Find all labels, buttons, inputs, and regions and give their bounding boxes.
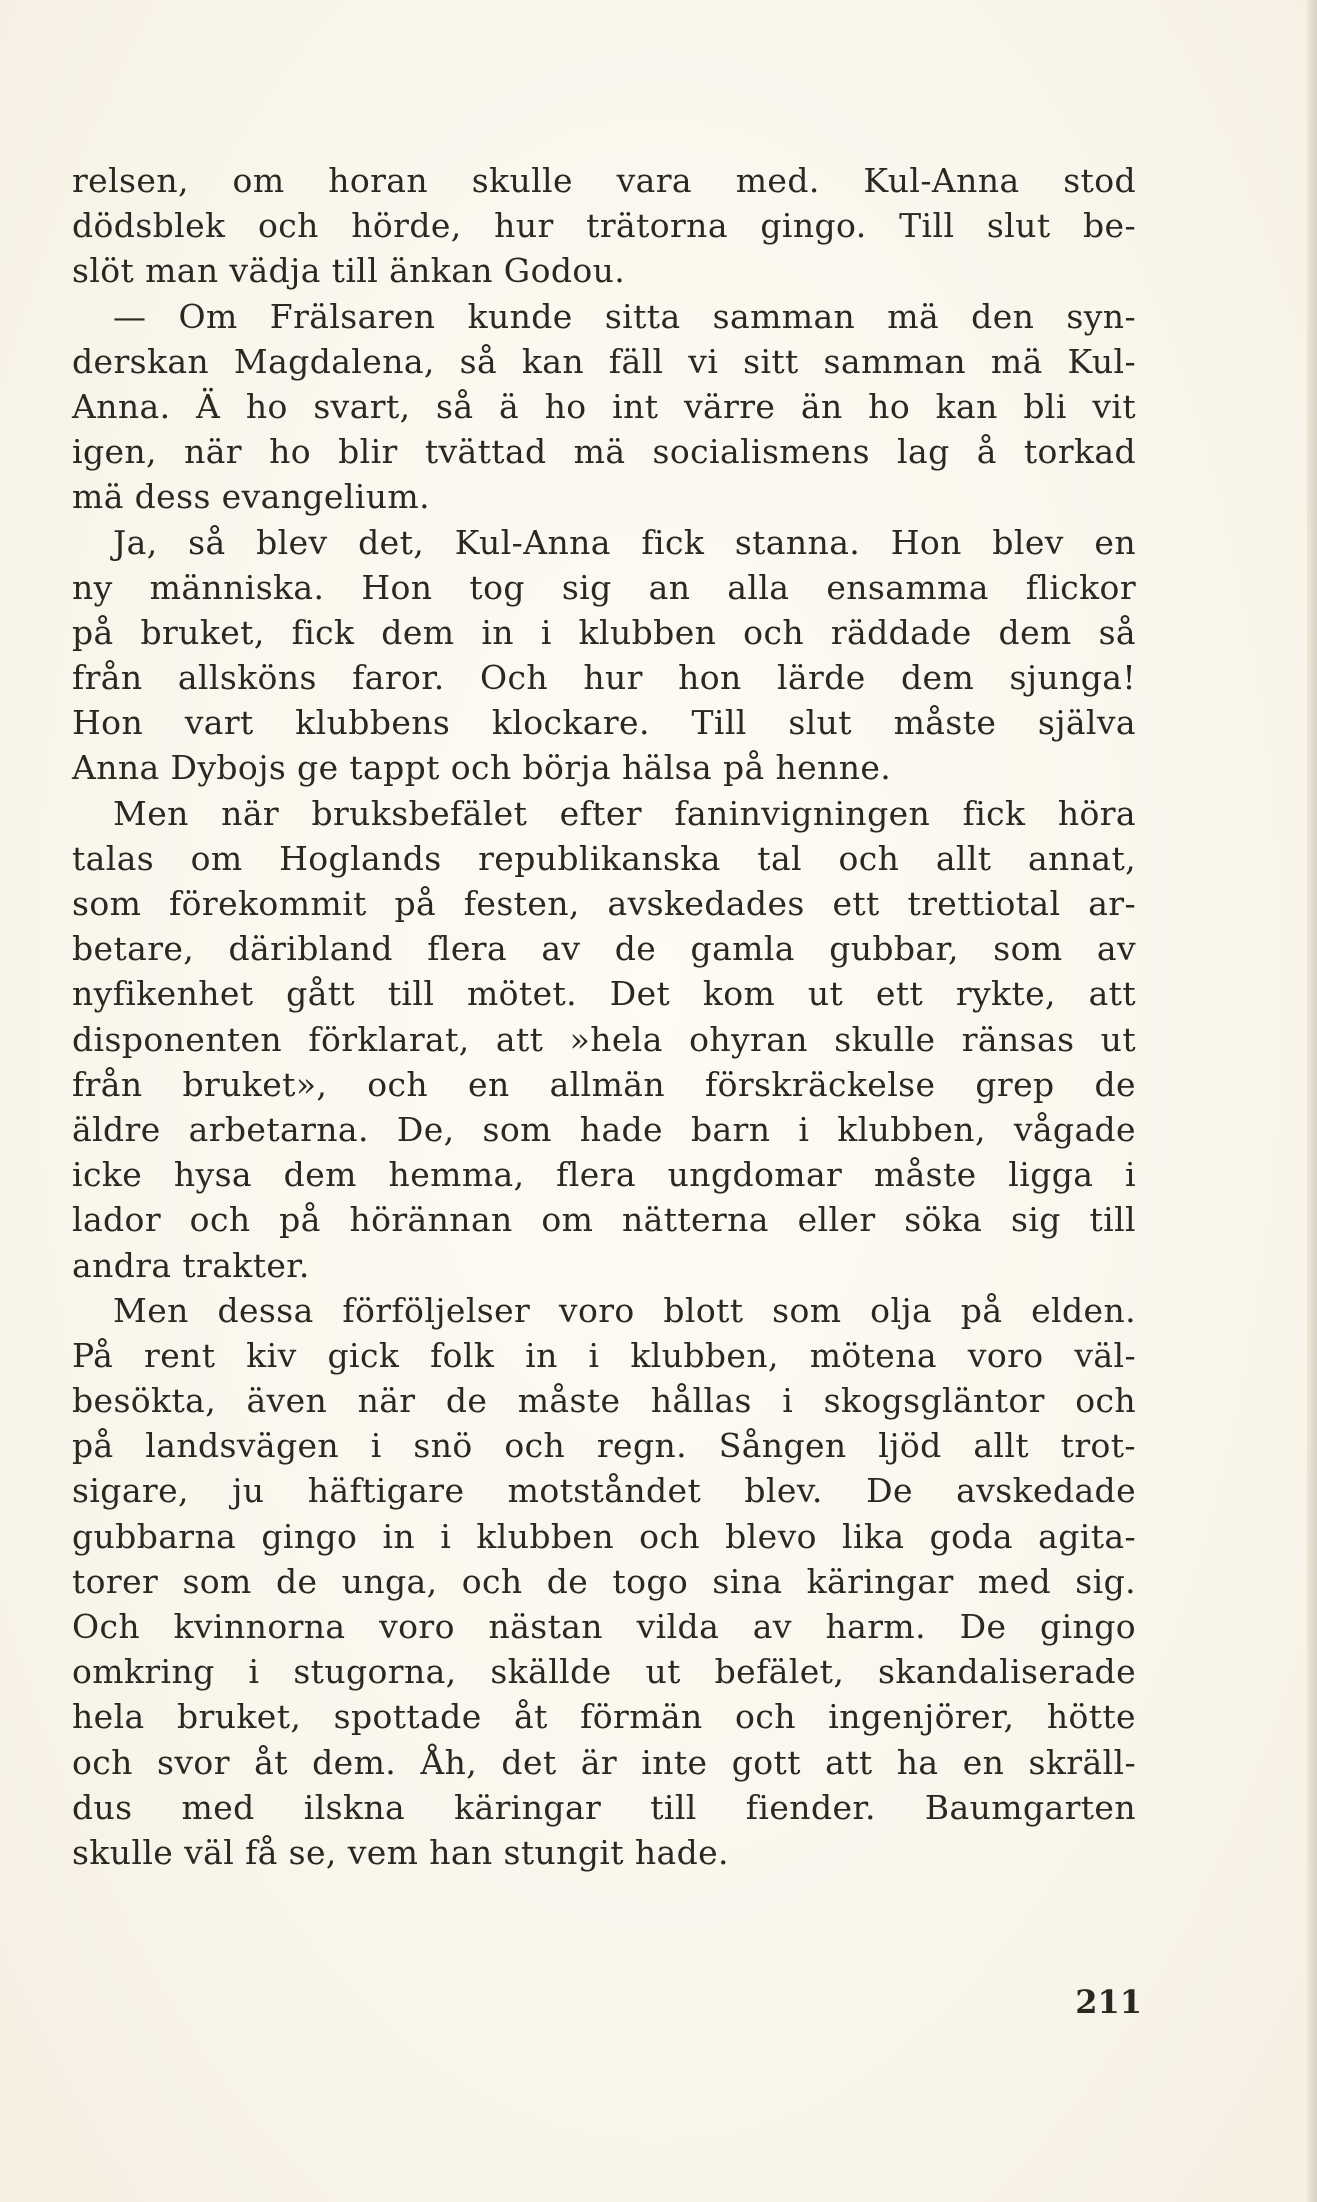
text-line: ny människa. Hon tog sig an alla ensamma flickor [72,567,1136,607]
text-line: Anna. Ä ho svart, så ä ho int värre än ho kan bli vit [72,386,1136,426]
text-line: relsen, om horan skulle vara med. Kul-Anna stod [72,161,1136,200]
text-line: torer som de unga, och de togo sina käringar med sig. [72,1561,1136,1601]
text-line: Men när bruksbefälet efter faninvigningen fick höra [113,793,1136,833]
text-line: på landsvägen i snö och regn. Sången ljöd allt trot- [72,1426,1136,1466]
text-line: disponenten förklarat, att »hela ohyran skulle ränsas ut [72,1019,1136,1059]
text-line: Ja, så blev det, Kul-Anna fick stanna. Hon blev en [113,522,1136,562]
text-line: talas om Hoglands republikanska tal och allt annat, [72,838,1136,878]
text-line: sigare, ju häftigare motståndet blev. De avskedade [72,1471,1136,1511]
text-line: mä dess evangelium. [72,477,430,517]
text-line: besökta, även när de måste hållas i skogsgläntor och [72,1381,1136,1421]
text-line: dus med ilskna käringar till fiender. Baumgarten [72,1787,1136,1827]
text-line: omkring i stugorna, skällde ut befälet, skandaliserade [72,1652,1136,1692]
text-line: igen, när ho blir tvättad mä socialismens lag å torkad [72,432,1136,472]
text-line: på bruket, fick dem in i klubben och räddade dem så [72,612,1136,652]
text-line: icke hysa dem hemma, flera ungdomar måste ligga i [72,1155,1136,1195]
text-line: lador och på hörännan om nätterna eller söka sig till [72,1200,1136,1240]
text-line: från bruket», och en allmän förskräckelse grep de [72,1064,1136,1104]
text-line: äldre arbetarna. De, som hade barn i klubben, vågade [72,1109,1136,1149]
body-text [72,158,1136,1875]
text-line: Anna Dybojs ge tappt och börja hälsa på henne. [72,748,892,788]
page-edge [1307,0,1317,2202]
text-line: — Om Frälsaren kunde sitta samman mä den syn- [113,296,1136,336]
page-number: 211 [1075,1983,1142,2021]
text-line: derskan Magdalena, så kan fäll vi sitt samman mä Kul- [72,341,1136,381]
text-line: gubbarna gingo in i klubben och blevo lika goda agita- [72,1516,1136,1556]
text-line: skulle väl få se, vem han stungit hade. [72,1832,729,1872]
text-line: Och kvinnorna voro nästan vilda av harm. De gingo [72,1607,1136,1646]
text-line: Men dessa förföljelser voro blott som olja på elden. [113,1290,1136,1330]
text-line: andra trakter. [72,1245,310,1285]
text-line: och svor åt dem. Åh, det är inte gott att ha en skräll- [72,1742,1136,1782]
text-line: hela bruket, spottade åt förmän och ingenjörer, hötte [72,1697,1136,1737]
text-line: nyfikenhet gått till mötet. Det kom ut ett rykte, att [72,974,1136,1014]
text-line: som förekommit på festen, avskedades ett trettiotal ar- [72,884,1136,923]
text-line: betare, däribland flera av de gamla gubbar, som av [72,929,1136,969]
text-line: slöt man vädja till änkan Godou. [72,251,626,291]
text-line: Hon vart klubbens klockare. Till slut måste själva [72,703,1136,743]
text-line: På rent kiv gick folk in i klubben, mötena voro väl- [72,1335,1136,1375]
text-line: från allsköns faror. Och hur hon lärde dem sjunga! [72,658,1136,698]
text-line: dödsblek och hörde, hur trätorna gingo. Till slut be- [72,206,1136,246]
